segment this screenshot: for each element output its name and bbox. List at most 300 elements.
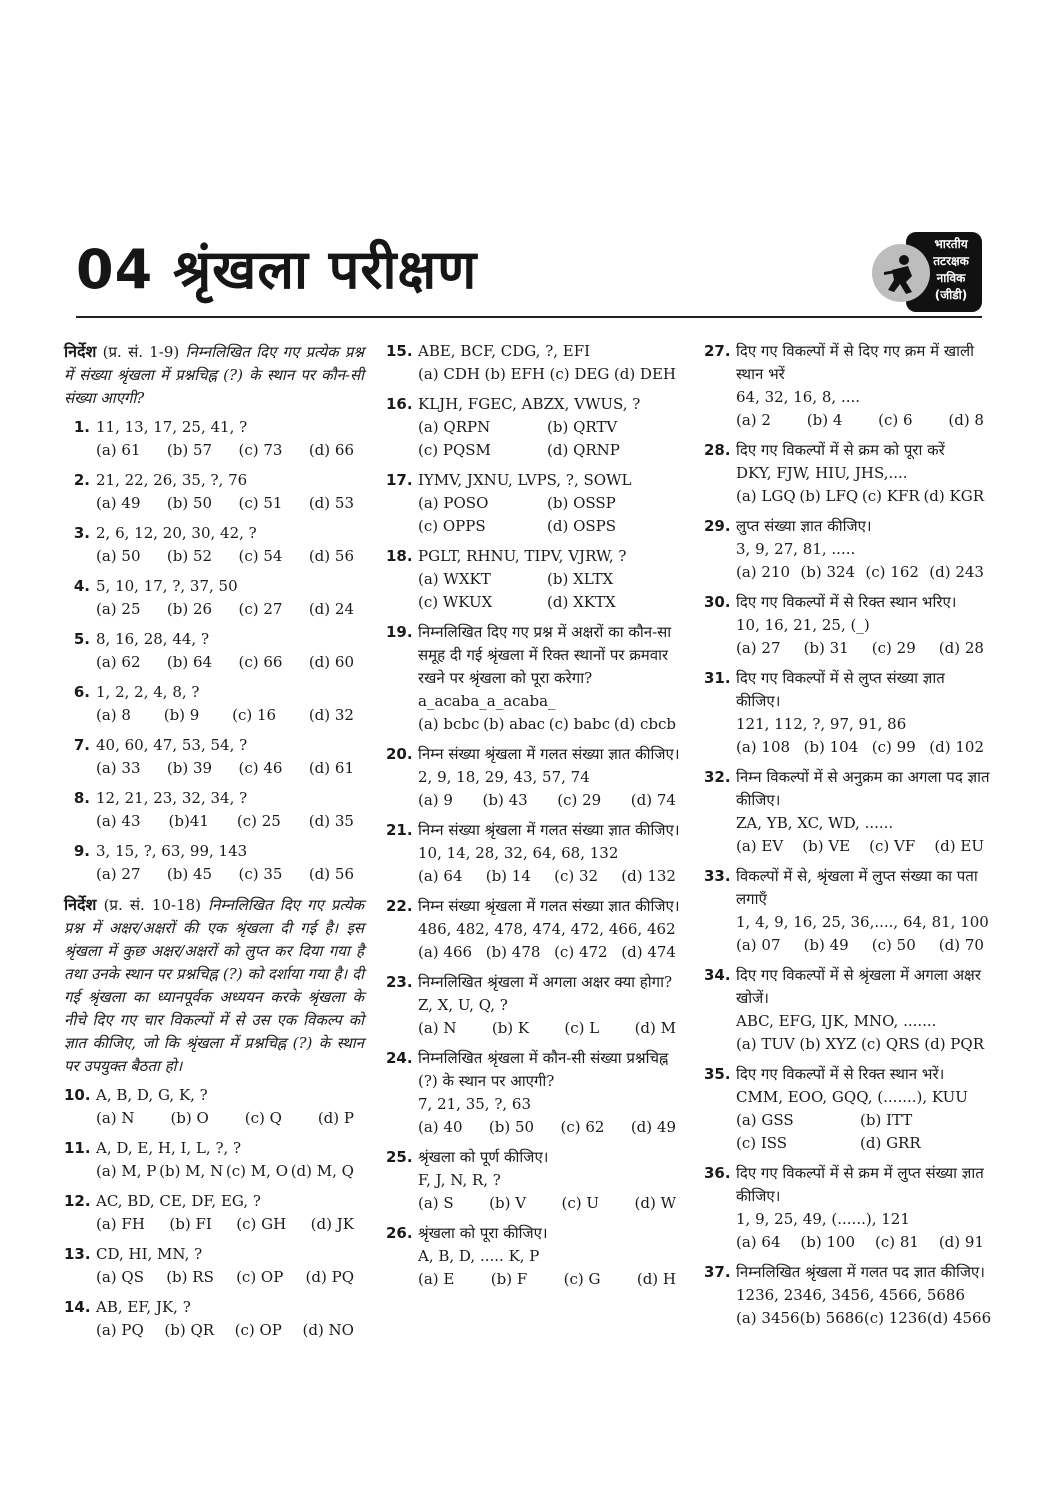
- option-b[interactable]: (b) 50: [166, 494, 213, 512]
- option-d[interactable]: (d) 66: [308, 441, 354, 459]
- options-row: [736, 1231, 994, 1254]
- option-a[interactable]: (a) TUV: [736, 1035, 795, 1053]
- option-c[interactable]: (c) VF: [869, 837, 916, 855]
- option-c[interactable]: (c) GH: [236, 1215, 287, 1233]
- option-d[interactable]: (d) 61: [308, 759, 354, 777]
- question-text: AB, EF, JK, ?: [96, 1298, 191, 1316]
- question-text: CD, HI, MN, ?: [96, 1245, 203, 1263]
- option-d[interactable]: (d) 49: [630, 1118, 676, 1136]
- option-d[interactable]: (d) 32: [308, 706, 354, 724]
- question-number: 13.: [64, 1245, 91, 1263]
- option-d[interactable]: (d) 35: [308, 812, 354, 830]
- option-d[interactable]: (d) 70: [938, 936, 984, 954]
- option-d[interactable]: (d) 474: [621, 943, 676, 961]
- question-series: 3, 9, 27, 81, .....: [736, 540, 856, 558]
- option-b[interactable]: (b) 49: [803, 936, 849, 954]
- direction-text: निम्नलिखित दिए गए प्रत्येक प्रश्न में अक्षर/अक्षरों की एक श्रृंखला दी गई है। इस श्रृंखला में कुछ अक्षर/अक्षरों को लुप्त कर दिया गया है तथा उनके स्थान पर प्रश्नचिह्न (?) को दर्शाया गया है। दी गई श्रृंखला का ध्यानपूर्वक अध्ययन करके श्रृंखला के नीचे दिए गए चार विकल्पों में से उस एक विकल्प को ज्ञात कीजिए, जो कि श्रृंखला में प्रश्नचिह्न (?) के स्थान पर उपयुक्त बैठता हो।: [64, 896, 364, 1075]
- option-a[interactable]: (a) N: [96, 1109, 135, 1127]
- question-number: 31.: [704, 669, 731, 687]
- question-item: [64, 628, 364, 674]
- question-text: निम्नलिखित श्रृंखला में अगला अक्षर क्या होगा?: [418, 973, 673, 991]
- option-d[interactable]: (d) NO: [302, 1321, 354, 1339]
- question-series: ZA, YB, XC, WD, ......: [736, 814, 894, 832]
- options-row: [418, 789, 686, 812]
- question-number: 26.: [386, 1224, 413, 1242]
- question-number: 15.: [386, 342, 413, 360]
- options-row: [418, 713, 686, 736]
- option-a[interactable]: (a) bcbc: [418, 715, 480, 733]
- option-a[interactable]: (a) WXKT: [418, 570, 491, 588]
- option-a[interactable]: (a) 62: [96, 653, 141, 671]
- option-c[interactable]: (c) 162: [865, 563, 919, 581]
- option-c[interactable]: (c) 32: [554, 867, 599, 885]
- option-b[interactable]: (b) 64: [166, 653, 213, 671]
- question-text: दिए गए विकल्पों में से श्रृंखला में अगला अक्षर खोजें।: [736, 966, 981, 1007]
- option-b[interactable]: (b) F: [490, 1270, 528, 1288]
- option-d[interactable]: (d) OSPS: [547, 517, 617, 535]
- option-d[interactable]: (d) 74: [630, 791, 676, 809]
- option-b[interactable]: (b) XYZ: [799, 1035, 857, 1053]
- option-a[interactable]: (a) LGQ: [736, 487, 796, 505]
- question-text: IYMV, JXNU, LVPS, ?, SOWL: [418, 471, 632, 489]
- option-c[interactable]: (c) U: [561, 1194, 600, 1212]
- question-item: [386, 340, 686, 386]
- option-d[interactable]: (d) 24: [308, 600, 354, 618]
- option-a[interactable]: (a) FH: [96, 1215, 145, 1233]
- options-row: [96, 545, 364, 568]
- option-b[interactable]: (b) 43: [482, 791, 528, 809]
- question-series: F, J, N, R, ?: [418, 1171, 501, 1189]
- option-d[interactable]: (d) DEH: [613, 365, 676, 383]
- question-number: 9.: [73, 842, 90, 860]
- options-row: [96, 1213, 364, 1236]
- options-row: [418, 363, 686, 386]
- question-number: 37.: [704, 1263, 731, 1281]
- option-d[interactable]: (d) cbcb: [613, 715, 676, 733]
- question-text: 21, 22, 26, 35, ?, 76: [96, 471, 248, 489]
- option-b[interactable]: (b) 52: [166, 547, 213, 565]
- options-row: [96, 757, 364, 780]
- question-item: [64, 840, 364, 886]
- option-a[interactable]: (a) 9: [418, 791, 453, 809]
- direction-block: [64, 340, 364, 410]
- question-text: लुप्त संख्या ज्ञात कीजिए।: [736, 517, 872, 535]
- logo-line: तटरक्षक: [933, 254, 969, 268]
- options-row: [736, 1033, 994, 1056]
- option-d[interactable]: (d) 60: [308, 653, 354, 671]
- option-d[interactable]: (d) EU: [934, 837, 984, 855]
- question-text: निम्नलिखित श्रृंखला में कौन-सी संख्या प्रश्नचिह्न (?) के स्थान पर आएगी?: [418, 1049, 669, 1090]
- question-text: 1, 2, 2, 4, 8, ?: [96, 683, 200, 701]
- option-a[interactable]: (a) POSO: [418, 494, 489, 512]
- question-text: PGLT, RHNU, TIPV, VJRW, ?: [418, 547, 627, 565]
- question-item: [64, 1190, 364, 1236]
- question-number: 6.: [73, 683, 90, 701]
- option-d[interactable]: (d) GRR: [860, 1134, 921, 1152]
- question-number: 16.: [386, 395, 413, 413]
- option-a[interactable]: (a) QRPN: [418, 418, 491, 436]
- option-d[interactable]: (d) 102: [929, 738, 984, 756]
- option-c[interactable]: (c) G: [563, 1270, 601, 1288]
- direction-block: [64, 893, 364, 1078]
- option-c[interactable]: (c) 81: [874, 1233, 919, 1251]
- question-number: 18.: [386, 547, 413, 565]
- options-row: [96, 598, 364, 621]
- question-number: 29.: [704, 517, 731, 535]
- option-b[interactable]: (b) 50: [488, 1118, 535, 1136]
- question-series: 1236, 2346, 3456, 4566, 5686: [736, 1286, 966, 1304]
- question-text: दिए गए विकल्पों में से रिक्त स्थान भरिए।: [736, 593, 957, 611]
- column-1: [64, 340, 364, 1349]
- option-c[interactable]: (c) 29: [557, 791, 602, 809]
- option-a[interactable]: (a) 07: [736, 936, 781, 954]
- question-item: [64, 469, 364, 515]
- option-b[interactable]: (b) LFQ: [799, 487, 859, 505]
- option-d[interactable]: (d) H: [636, 1270, 676, 1288]
- option-a[interactable]: (a) 40: [418, 1118, 463, 1136]
- question-item: [64, 1084, 364, 1130]
- option-c[interactable]: (c) 99: [871, 738, 916, 756]
- option-a[interactable]: (a) 210: [736, 563, 791, 581]
- options-row: [736, 1109, 994, 1155]
- option-a[interactable]: (a) 466: [418, 943, 473, 961]
- option-b[interactable]: (b) 4: [806, 411, 843, 429]
- option-c[interactable]: (c) KFR: [861, 487, 920, 505]
- question-text: दिए गए विकल्पों में से लुप्त संख्या ज्ञात कीजिए।: [736, 669, 945, 710]
- option-a[interactable]: (a) 61: [96, 441, 141, 459]
- option-a[interactable]: (a) N: [418, 1019, 457, 1037]
- question-text: 11, 13, 17, 25, 41, ?: [96, 418, 248, 436]
- option-b[interactable]: (b) QRTV: [547, 418, 618, 436]
- option-a[interactable]: (a) 108: [736, 738, 791, 756]
- option-b[interactable]: (b) O: [170, 1109, 209, 1127]
- option-a[interactable]: (a) 25: [96, 600, 141, 618]
- option-d[interactable]: (d) W: [634, 1194, 676, 1212]
- options-row: [736, 934, 994, 957]
- option-c[interactable]: (c) 50: [871, 936, 916, 954]
- option-d[interactable]: (d) XKTX: [547, 593, 616, 611]
- option-c[interactable]: (c) QRS: [860, 1035, 920, 1053]
- options-row: [96, 651, 364, 674]
- question-item: [704, 515, 994, 584]
- option-c[interactable]: (c) 27: [238, 600, 283, 618]
- column-2: [386, 340, 686, 1298]
- question-number: 32.: [704, 768, 731, 786]
- option-c[interactable]: (c) 46: [238, 759, 283, 777]
- question-text: विकल्पों में से, श्रृंखला में लुप्त संख्या का पता लगाएँ: [736, 867, 978, 908]
- option-b[interactable]: (b) 26: [166, 600, 213, 618]
- options-row: [96, 810, 364, 833]
- options-row: [736, 736, 994, 759]
- options-row: [418, 568, 686, 614]
- option-a[interactable]: (a) 50: [96, 547, 141, 565]
- option-c[interactable]: (c) 472: [554, 943, 608, 961]
- options-row: [736, 637, 994, 660]
- question-item: [704, 340, 994, 432]
- option-b[interactable]: (b) XLTX: [547, 570, 614, 588]
- question-item: [64, 1137, 364, 1183]
- question-text: AC, BD, CE, DF, EG, ?: [96, 1192, 261, 1210]
- logo-line: नाविक: [936, 271, 966, 285]
- option-a[interactable]: (a) 33: [96, 759, 141, 777]
- question-series: Z, X, U, Q, ?: [418, 996, 508, 1014]
- question-item: [64, 522, 364, 568]
- question-item: [64, 575, 364, 621]
- question-text: 8, 16, 28, 44, ?: [96, 630, 209, 648]
- option-a[interactable]: (a) 43: [96, 812, 141, 830]
- direction-text: निम्नलिखित दिए गए प्रत्येक प्रश्न में संख्या श्रृंखला में प्रश्नचिह्न (?) के स्थान पर कौन-सी संख्या आएगी?: [64, 343, 364, 407]
- option-b[interactable]: (b) OSSP: [547, 494, 616, 512]
- option-a[interactable]: (a) CDH: [418, 365, 480, 383]
- publisher-logo: [872, 232, 982, 314]
- option-d[interactable]: (d) 132: [621, 867, 676, 885]
- option-d[interactable]: (d) 243: [929, 563, 984, 581]
- option-d[interactable]: (d) 53: [308, 494, 354, 512]
- option-c[interactable]: (c) 62: [560, 1118, 605, 1136]
- option-d[interactable]: (d) 28: [938, 639, 984, 657]
- question-number: 35.: [704, 1065, 731, 1083]
- options-row: [418, 1268, 686, 1291]
- question-item: [704, 1162, 994, 1254]
- options-row: [736, 561, 994, 584]
- column-3: [704, 340, 994, 1337]
- question-number: 17.: [386, 471, 413, 489]
- option-d[interactable]: (d) M, Q: [290, 1162, 354, 1180]
- question-number: 30.: [704, 593, 731, 611]
- option-b[interactable]: (b) QR: [164, 1321, 215, 1339]
- options-row: [418, 1192, 686, 1215]
- page-header: [76, 222, 982, 318]
- question-number: 7.: [73, 736, 90, 754]
- option-c[interactable]: (c) Q: [244, 1109, 282, 1127]
- option-b[interactable]: (b) 324: [800, 563, 856, 581]
- option-d[interactable]: (d) 4566: [926, 1309, 992, 1327]
- question-item: [386, 1146, 686, 1215]
- option-b[interactable]: (b) RS: [166, 1268, 214, 1286]
- question-text: निम्न संख्या श्रृंखला में गलत संख्या ज्ञात कीजिए। 10, 14, 28, 32, 64, 68, 132: [418, 821, 680, 862]
- direction-heading: निर्देश: [64, 342, 97, 361]
- direction-heading: निर्देश: [64, 895, 97, 914]
- question-text: निम्न विकल्पों में से अनुक्रम का अगला पद ज्ञात कीजिए।: [736, 768, 990, 809]
- option-d[interactable]: (d) KGR: [923, 487, 984, 505]
- question-item: [704, 1063, 994, 1155]
- options-row: [96, 492, 364, 515]
- question-item: [704, 667, 994, 759]
- question-text: 2, 6, 12, 20, 30, 42, ?: [96, 524, 257, 542]
- option-d[interactable]: (d) JK: [310, 1215, 354, 1233]
- question-text: निम्न संख्या श्रृंखला में गलत संख्या ज्ञात कीजिए। 486, 482, 478, 474, 472, 466, 462: [418, 897, 680, 938]
- question-text: दिए गए विकल्पों में से क्रम में लुप्त संख्या ज्ञात कीजिए।: [736, 1164, 984, 1205]
- direction-range: (प्र. सं. 1-9): [102, 343, 180, 361]
- option-b[interactable]: (b) 100: [800, 1233, 856, 1251]
- option-b[interactable]: (b) K: [491, 1019, 530, 1037]
- option-b[interactable]: (b) 39: [166, 759, 213, 777]
- option-b[interactable]: (b) FI: [169, 1215, 212, 1233]
- options-row: [736, 485, 994, 508]
- question-item: [386, 971, 686, 1040]
- option-a[interactable]: (a) 2: [736, 411, 771, 429]
- options-row: [736, 835, 994, 858]
- option-c[interactable]: (c) 16: [232, 706, 277, 724]
- option-a[interactable]: (a) GSS: [736, 1111, 794, 1129]
- option-b[interactable]: (b) M, N: [159, 1162, 224, 1180]
- options-row: [96, 1160, 364, 1183]
- question-item: [64, 787, 364, 833]
- option-a[interactable]: (a) 3456: [736, 1309, 800, 1327]
- question-text: 40, 60, 47, 53, 54, ?: [96, 736, 248, 754]
- question-text: निम्नलिखित श्रृंखला में गलत पद ज्ञात कीजिए।: [736, 1263, 985, 1281]
- option-b[interactable]: (b) 14: [485, 867, 531, 885]
- question-item: [64, 1243, 364, 1289]
- question-series: 7, 21, 35, ?, 63: [418, 1095, 531, 1113]
- option-b[interactable]: (b) abac: [483, 715, 546, 733]
- question-item: [704, 439, 994, 508]
- option-b[interactable]: (b) VE: [802, 837, 851, 855]
- option-c[interactable]: (c) 66: [238, 653, 283, 671]
- question-item: [704, 591, 994, 660]
- option-a[interactable]: (a) 27: [736, 639, 781, 657]
- options-row: [96, 863, 364, 886]
- options-row: [96, 704, 364, 727]
- option-a[interactable]: (a) 64: [736, 1233, 781, 1251]
- option-b[interactable]: (b) ITT: [860, 1111, 913, 1129]
- logo-line: भारतीय: [934, 237, 968, 251]
- option-c[interactable]: (c) 54: [238, 547, 283, 565]
- question-number: 25.: [386, 1148, 413, 1166]
- option-a[interactable]: (a) S: [418, 1194, 454, 1212]
- option-c[interactable]: (c) OP: [236, 1268, 284, 1286]
- question-item: [64, 1296, 364, 1342]
- question-text: A, D, E, H, I, L, ?, ?: [96, 1139, 242, 1157]
- option-d[interactable]: (d) PQ: [305, 1268, 354, 1286]
- option-b[interactable]: (b) 57: [166, 441, 213, 459]
- option-b[interactable]: (b) 104: [803, 738, 859, 756]
- question-number: 27.: [704, 342, 731, 360]
- option-c[interactable]: (c) babc: [548, 715, 611, 733]
- option-c[interactable]: (c) ISS: [736, 1134, 788, 1152]
- question-number: 23.: [386, 973, 413, 991]
- question-series: ABC, EFG, IJK, MNO, .......: [736, 1012, 937, 1030]
- option-c[interactable]: (c) M, O: [225, 1162, 288, 1180]
- options-row: [96, 1266, 364, 1289]
- options-row: [96, 439, 364, 462]
- option-b[interactable]: (b) 31: [803, 639, 849, 657]
- option-d[interactable]: (d) M: [634, 1019, 676, 1037]
- option-a[interactable]: (a) 8: [96, 706, 131, 724]
- option-b[interactable]: (b) EFH: [484, 365, 546, 383]
- option-c[interactable]: (c) 73: [238, 441, 283, 459]
- option-c[interactable]: (c) WKUX: [418, 593, 493, 611]
- option-c[interactable]: (c) 25: [236, 812, 281, 830]
- option-b[interactable]: (b) 9: [163, 706, 200, 724]
- option-c[interactable]: (c) L: [564, 1019, 600, 1037]
- question-number: 21.: [386, 821, 413, 839]
- options-row: [418, 492, 686, 538]
- question-item: [704, 964, 994, 1056]
- question-number: 34.: [704, 966, 731, 984]
- option-a[interactable]: (a) 49: [96, 494, 141, 512]
- option-c[interactable]: (c) DEG: [549, 365, 610, 383]
- option-c[interactable]: (c) 35: [238, 865, 283, 883]
- option-a[interactable]: (a) EV: [736, 837, 784, 855]
- option-d[interactable]: (d) 56: [308, 547, 354, 565]
- question-text: 12, 21, 23, 32, 34, ?: [96, 789, 248, 807]
- question-text: A, B, D, G, K, ?: [96, 1086, 208, 1104]
- options-row: [96, 1107, 364, 1130]
- option-c[interactable]: (c) 1236: [863, 1309, 927, 1327]
- question-number: 20.: [386, 745, 413, 763]
- question-item: [704, 766, 994, 858]
- question-number: 14.: [64, 1298, 91, 1316]
- question-series: CMM, EOO, GQQ, (.......), KUU: [736, 1088, 968, 1106]
- option-a[interactable]: (a) 27: [96, 865, 141, 883]
- logo-line: (जीडी): [934, 288, 968, 302]
- option-c[interactable]: (c) PQSM: [418, 441, 491, 459]
- question-item: [64, 734, 364, 780]
- option-c[interactable]: (c) OPPS: [418, 517, 486, 535]
- question-item: [64, 681, 364, 727]
- question-number: 3.: [73, 524, 90, 542]
- option-a[interactable]: (a) PQ: [96, 1321, 144, 1339]
- options-row: [96, 1319, 364, 1342]
- option-a[interactable]: (a) 64: [418, 867, 463, 885]
- option-c[interactable]: (c) 51: [238, 494, 283, 512]
- option-b[interactable]: (b) V: [489, 1194, 527, 1212]
- question-number: 12.: [64, 1192, 91, 1210]
- option-b[interactable]: (b) 45: [166, 865, 213, 883]
- question-item: [386, 621, 686, 736]
- question-text: श्रृंखला को पूरा कीजिए।: [418, 1224, 548, 1242]
- option-b[interactable]: (b)41: [168, 812, 209, 830]
- question-text: दिए गए विकल्पों में से रिक्त स्थान भरें।: [736, 1065, 945, 1083]
- option-b[interactable]: (b) 5686: [799, 1309, 864, 1327]
- option-c[interactable]: (c) OP: [234, 1321, 282, 1339]
- question-series: 64, 32, 16, 8, ....: [736, 388, 861, 406]
- question-item: [386, 469, 686, 538]
- question-text: 5, 10, 17, ?, 37, 50: [96, 577, 238, 595]
- question-item: [386, 743, 686, 812]
- question-number: 28.: [704, 441, 731, 459]
- options-row: [418, 941, 686, 964]
- question-text: निम्न संख्या श्रृंखला में गलत संख्या ज्ञात कीजिए।: [418, 745, 680, 763]
- question-series: 121, 112, ?, 97, 91, 86: [736, 715, 907, 733]
- option-a[interactable]: (a) QS: [96, 1268, 144, 1286]
- option-b[interactable]: (b) 478: [485, 943, 541, 961]
- option-c[interactable]: (c) 29: [871, 639, 916, 657]
- question-text: निम्नलिखित दिए गए प्रश्न में अक्षरों का कौन-सा समूह दी गई श्रृंखला में रिक्त स्थानों पर क्रमवार रखने पर श्रृंखला को पूरा करेगा?: [418, 623, 672, 687]
- option-d[interactable]: (d) PQR: [924, 1035, 984, 1053]
- option-a[interactable]: (a) M, P: [96, 1162, 157, 1180]
- question-number: 8.: [73, 789, 90, 807]
- option-a[interactable]: (a) E: [418, 1270, 455, 1288]
- options-row: [418, 416, 686, 462]
- option-d[interactable]: (d) 91: [938, 1233, 984, 1251]
- question-item: [386, 1222, 686, 1291]
- option-d[interactable]: (d) QRNP: [547, 441, 620, 459]
- option-d[interactable]: (d) 8: [948, 411, 984, 429]
- question-series: 2, 9, 18, 29, 43, 57, 74: [418, 768, 590, 786]
- question-number: 22.: [386, 897, 413, 915]
- option-d[interactable]: (d) P: [317, 1109, 354, 1127]
- question-item: [386, 545, 686, 614]
- option-c[interactable]: (c) 6: [878, 411, 913, 429]
- option-d[interactable]: (d) 56: [308, 865, 354, 883]
- options-row: [736, 1307, 994, 1330]
- question-number: 11.: [64, 1139, 91, 1157]
- question-series: 10, 16, 21, 25, (_): [736, 616, 870, 634]
- question-text: दिए गए विकल्पों में से दिए गए क्रम में खाली स्थान भरें: [736, 342, 975, 383]
- question-series: a_acaba_a_acaba_: [418, 692, 556, 710]
